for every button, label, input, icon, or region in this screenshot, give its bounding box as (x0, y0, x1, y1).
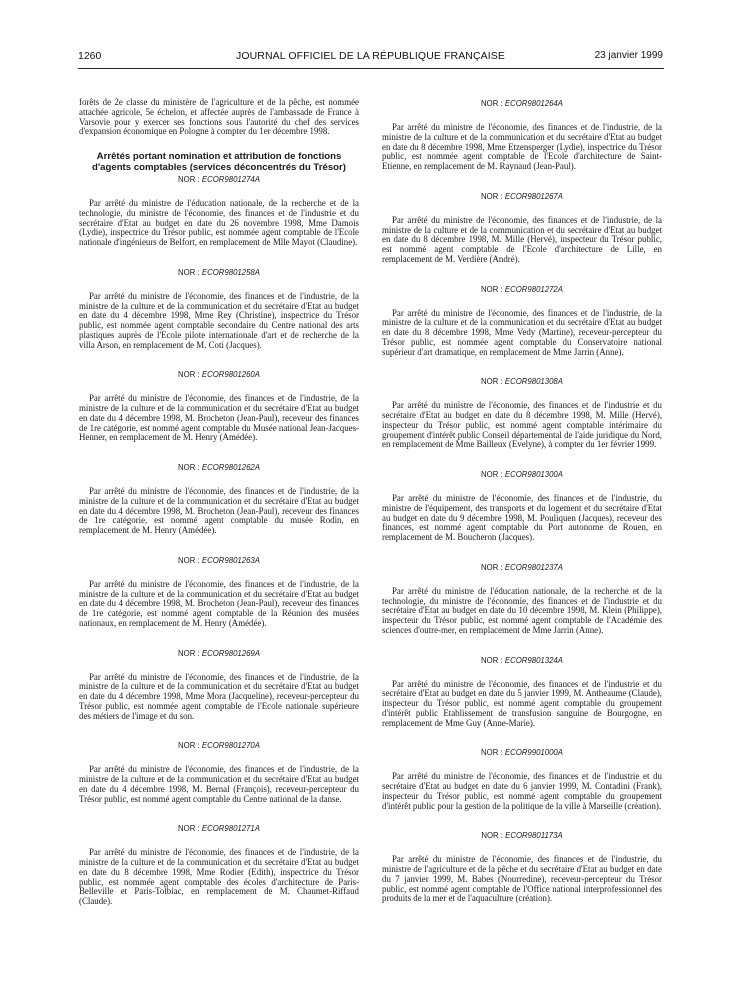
nor-code: ECOR9801264A (504, 99, 563, 108)
nor-reference (382, 284, 662, 295)
nor-label: NOR : (178, 267, 200, 277)
nor-code: ECOR9801269A (201, 648, 260, 658)
nor-reference (79, 462, 359, 473)
decree-text: Par arrêté du ministre de l'économie, des finances et de l'industrie, de la ministre de la culture et de la communication et du secrétaire d'Etat au budget en date du 8 décembre 1998, Mme Rodier (Edith), inspectrice du Trésor public, est nommée agent comptable des écoles d'architecture de Paris-Belleville et Paris-Tolbiac, en remplacement de M. Chaumet-Riffaud (Claude). (79, 847, 359, 906)
nor-reference (79, 555, 359, 566)
nor-reference (382, 191, 662, 202)
nor-code: ECOR9801267A (504, 191, 563, 201)
decree-entry (79, 174, 359, 248)
decree-entry (79, 648, 359, 722)
nor-code: ECOR9801258A (201, 267, 260, 277)
decree-entry (79, 267, 359, 351)
right-entries (382, 98, 662, 904)
nor-code: ECOR9801270A (201, 741, 260, 751)
decree-entry (382, 469, 662, 543)
decree-text: Par arrêté du ministre de l'économie, des finances et de l'industrie, du ministre de l'agriculture et de la pêche et du secrétaire d'Etat au budget en date du 7 janvier 1999, M. Babes (Nourredine), receveur-percepteur du Trésor public, est nommé agent comptable de l'Office national interprofessionnel des produits de la mer et de l'aquaculture (création). (382, 854, 662, 904)
nor-code: ECOR9801237A (504, 562, 563, 572)
decree-entry (79, 369, 359, 443)
decree-text: Par arrêté du ministre de l'économie, des finances et de l'industrie, de la ministre de la culture et de la communication et du secrétaire d'Etat au budget en date du 8 décembre 1998, Mme Etzensperger (Lydie), inspectrice du Trésor public, est nommée agent comptable de l'Ecole d'architecture de Saint-Etienne, en remplacement de M. Raynaud (Jean-Paul). (382, 122, 662, 171)
nor-code: ECOR9901000A (504, 748, 563, 758)
nor-label: NOR : (178, 824, 200, 834)
decree-entry (79, 555, 359, 629)
decree-text: Par arrêté du ministre de l'économie, des finances et de l'industrie, de la ministre de la culture et de la communication et du secrétaire d'Etat au budget en date du 4 décembre 1998, M. Brocheton (Jean-Paul), receveur des finances de 1re catégorie, est nommé agent comptable du musée Rodin, en remplacement de M. Henry (Amédée). (79, 486, 359, 535)
nor-code: ECOR9801274A (201, 175, 260, 184)
nor-label: NOR : (178, 175, 200, 184)
left-entries (79, 174, 359, 907)
nor-code: ECOR9801308A (504, 377, 563, 387)
decree-entry (382, 562, 662, 636)
decree-entry (382, 284, 662, 358)
decree-entry (79, 462, 359, 536)
decree-text: Par arrêté du ministre de l'économie, des finances et de l'industrie, de la ministre de la culture et de la communication et du secrétaire d'Etat au budget en date du 8 décembre 1998, Mme Vedy (Martine), receveur-percepteur du Trésor public, est nommée agent comptable du Conservatoire national supérieur d'art dramatique, en remplacement de Mme Jarrin (Anne). (382, 307, 662, 357)
decree-text: Par arrêté du ministre de l'économie, des finances et de l'industrie, de la ministre de la culture et de la communication et du secrétaire d'Etat au budget en date du 4 décembre 1998, M. Brocheton (Jean-Paul), receveur des finances de 1re catégorie, est nommé agent comptable du Musée national Jean-Jacques-Henner, en remplacement de M. Henry (Amédée). (79, 393, 359, 443)
nor-label: NOR : (481, 470, 503, 479)
intro-paragraph: forêts de 2e classe du ministère de l'agriculture et de la pêche, est nommée attachée agricole, 5e échelon, et affectée auprès de l'ambassade de France à Varsovie pour y exercer ses fonctions sous l'autorité du chef des services d'expansion économique en Pologne à compter du 1er décembre 1998. (79, 97, 359, 137)
nor-reference (382, 747, 662, 758)
left-column (79, 98, 359, 926)
nor-reference (382, 469, 662, 480)
nor-code: ECOR9801271A (201, 824, 260, 834)
nor-label: NOR : (481, 562, 503, 572)
nor-reference (382, 655, 662, 666)
nor-label: NOR : (481, 191, 503, 201)
nor-code: ECOR9801272A (504, 284, 563, 294)
nor-reference (382, 830, 662, 841)
nor-reference (79, 740, 359, 751)
decree-text: Par arrêté du ministre de l'économie, des finances et de l'industrie, du ministre de l'équipement, des transports et du logement et du secrétaire d'Etat au budget en date du 9 décembre 1998, M. Pouliquen (Jacques), receveur des finances, est nommé agent comptable du Port autonome de Rouen, en remplacement de M. Boucheron (Jacques). (382, 493, 662, 542)
decree-entry (382, 655, 662, 729)
nor-label: NOR : (481, 831, 503, 841)
decree-text: Par arrêté du ministre de l'économie, des finances et de l'industrie et du secrétaire d'Etat au budget en date du 6 janvier 1999, M. Contadini (Frank), inspecteur du Trésor public, est nommé agent comptable du groupement d'intérêt public pour la gestion de la politique de la ville à Marseille (création). (382, 771, 662, 811)
decree-entry (382, 747, 662, 811)
nor-label: NOR : (178, 463, 200, 472)
nor-label: NOR : (481, 99, 503, 108)
nor-label: NOR : (481, 377, 503, 387)
nor-reference (382, 562, 662, 573)
nor-reference (79, 823, 359, 834)
decree-entry (382, 830, 662, 904)
nor-code: ECOR9801262A (201, 463, 260, 472)
page-number: 1260 (78, 50, 102, 62)
journal-title: JOURNAL OFFICIEL DE LA RÉPUBLIQUE FRANÇAISE (236, 50, 505, 62)
nor-reference (79, 267, 359, 278)
decree-text: Par arrêté du ministre de l'économie, des finances et de l'industrie, de la ministre de la culture et de la communication et du secrétaire d'Etat au budget en date du 4 décembre 1998, M. Brocheton (Jean-Paul), receveur des finances de 1re catégorie, est nommé agent comptable de la Réunion des musées nationaux, en remplacement de M. Henry (Amédée). (79, 578, 359, 628)
nor-label: NOR : (178, 741, 200, 751)
right-column (382, 98, 662, 923)
decree-text: Par arrêté du ministre de l'économie, des finances et de l'industrie, de la ministre de la culture et de la communication et du secrétaire d'Etat au budget en date du 4 décembre 1998, Mme Rey (Christine), inspectrice du Trésor public, est nommée agent comptable secondaire du Centre national des arts plastiques auprès de l'Ecole pilote internationale d'art et de recherche de la villa Arson, en remplacement de M. Coti (Jacques). (79, 290, 359, 350)
nor-label: NOR : (178, 370, 200, 380)
nor-reference (79, 648, 359, 659)
nor-reference (79, 369, 359, 380)
decree-text: Par arrêté du ministre de l'économie, des finances et de l'industrie, de la ministre de la culture et de la communication et du secrétaire d'Etat au budget en date du 8 décembre 1998, M. Mille (Hervé), inspecteur du Trésor public, est nommé agent comptable de l'Ecole d'architecture de Lille, en remplacement de M. Verdière (André). (382, 214, 662, 264)
decree-text: Par arrêté du ministre de l'économie, des finances et de l'industrie, de la ministre de la culture et de la communication et du secrétaire d'Etat au budget en date du 4 décembre 1998, Mme Mora (Jacqueline), receveur-percepteur du Trésor public, est nommée agent comptable de l'Ecole nationale supérieure des métiers de l'image et du son. (79, 671, 359, 721)
nor-code: ECOR9801300A (504, 470, 563, 479)
decree-entry (382, 98, 662, 172)
nor-label: NOR : (481, 284, 503, 294)
page-header (78, 50, 663, 66)
nor-label: NOR : (178, 555, 200, 565)
decree-entry (79, 740, 359, 804)
decree-entry (79, 823, 359, 907)
nor-label: NOR : (481, 655, 503, 665)
decree-text: Par arrêté du ministre de l'économie, des finances et de l'industrie, de la ministre de la culture et de la communication et du secrétaire d'Etat au budget en date du 4 décembre 1998, M. Bernal (François), receveur-percepteur du Trésor public, est nommé agent comptable du Centre national de la danse. (79, 764, 359, 804)
nor-code: ECOR9801173A (505, 831, 563, 841)
decree-text: Par arrêté du ministre de l'économie, des finances et de l'industrie et du secrétaire d'Etat au budget en date du 5 janvier 1999, M. Antheaume (Claude), inspecteur du Trésor public, est nommé agent comptable du groupement d'intérêt public Etablissement de transfusion sanguine de Bourgogne, en remplacement de Mme Guy (Anne-Marie). (382, 678, 662, 728)
nor-code: ECOR9801263A (201, 555, 260, 565)
nor-label: NOR : (481, 748, 503, 758)
nor-code: ECOR9801324A (504, 655, 563, 665)
header-rule (78, 68, 664, 69)
nor-reference (79, 174, 359, 185)
issue-date: 23 janvier 1999 (594, 50, 663, 61)
decree-text: Par arrêté du ministre de l'éducation nationale, de la recherche et de la technologie, du ministre de l'économie, des finances et de l'industrie et du secrétaire d'Etat au budget en date du 10 décembre 1998, M. Klein (Philippe), inspecteur du Trésor public, est nommé agent comptable de l'Académie des sciences d'outre-mer, en remplacement de Mme Jarrin (Anne). (382, 585, 662, 635)
decree-entry (382, 191, 662, 265)
nor-reference (382, 376, 662, 387)
section-title: Arrêtés portant nomination et attribution de fonctions d'agents comptables (services déconcentrés du Trésor) (92, 151, 346, 173)
decree-entry (382, 376, 662, 450)
decree-text: Par arrêté du ministre de l'éducation nationale, de la recherche et de la technologie, du ministre de l'économie, des finances et de l'industrie et du secrétaire d'Etat au budget en date du 26 novembre 1998, Mme Damois (Lydie), inspectrice du Trésor public, est nommée agent comptable de l'Ecole nationale d'ingénieurs de Belfort, en remplacement de Mlle Mayot (Claudine). (79, 198, 359, 247)
nor-code: ECOR9801260A (201, 370, 260, 380)
decree-text: Par arrêté du ministre de l'économie, des finances et de l'industrie et du secrétaire d'Etat au budget en date du 8 décembre 1998, M. Mille (Hervé), inspecteur du Trésor public, est nommé agent comptable intérimaire du groupement d'intérêt public Conseil départemental de l'aide juridique du Nord, en remplacement de Mme Bailleux (Evelyne), à compter du 1er février 1999. (382, 400, 662, 450)
nor-label: NOR : (178, 648, 200, 658)
nor-reference (382, 98, 662, 109)
